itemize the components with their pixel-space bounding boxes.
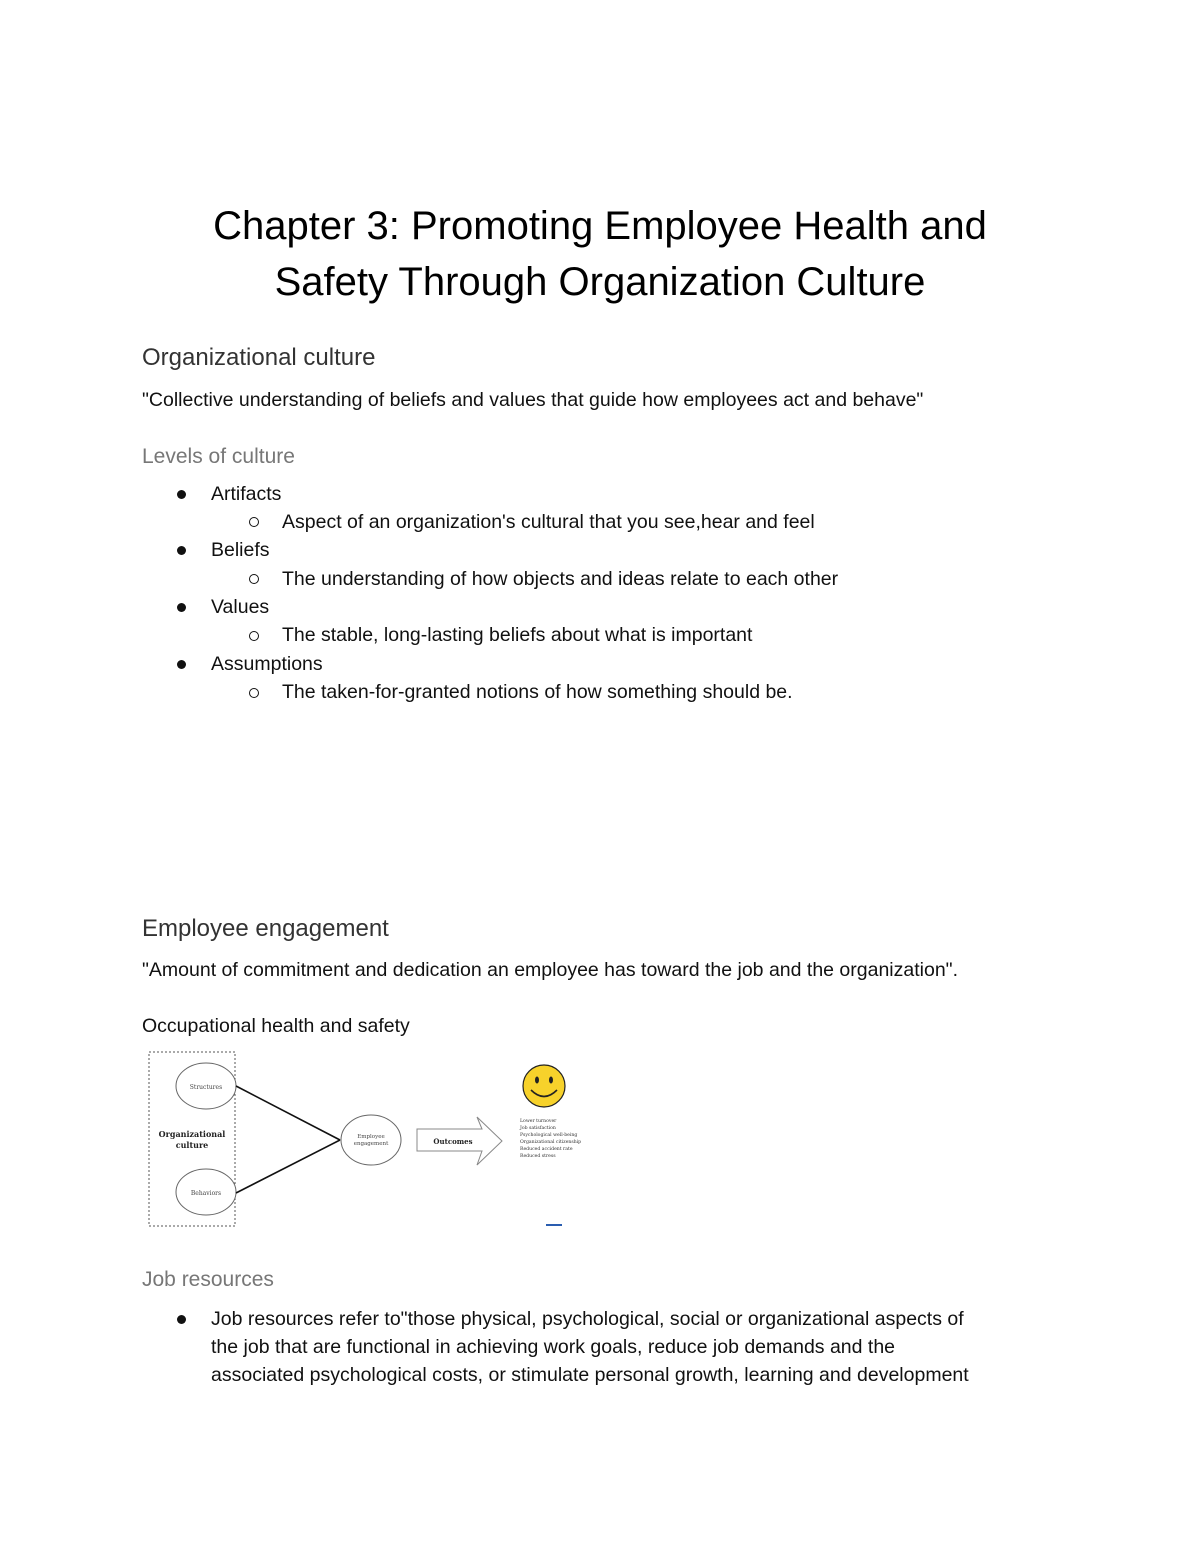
page-title-line-2: Safety Through Organization Culture: [274, 260, 926, 304]
job-resources-text-line-1: Job resources refer to"those physical, psychological, social or organizational aspects of: [211, 1308, 964, 1330]
blue-mark: [546, 1224, 562, 1226]
outcome-item: Organizational citizenship: [520, 1140, 582, 1145]
sub-bullet-icon: [249, 688, 259, 698]
level-beliefs-label: Beliefs: [211, 539, 270, 561]
organizational-culture-heading: Organizational culture: [142, 344, 376, 371]
behaviors-node-label: Behaviors: [190, 1190, 222, 1197]
outcome-item: Job satisfaction: [520, 1126, 556, 1131]
level-beliefs-detail: The understanding of how objects and ideas relate to each other: [282, 568, 839, 590]
levels-of-culture-heading: Levels of culture: [142, 445, 295, 468]
culture-label-line-1: Organizational: [158, 1129, 226, 1139]
employee-engagement-heading: Employee engagement: [142, 915, 389, 942]
level-artifacts-label: Artifacts: [211, 483, 282, 505]
sub-bullet-icon: [249, 574, 259, 584]
sub-bullet-icon: [249, 631, 259, 641]
engagement-node: [341, 1115, 401, 1165]
bullet-icon: [177, 1315, 186, 1324]
structures-node-label: Structures: [189, 1084, 223, 1091]
job-resources-heading: Job resources: [142, 1268, 274, 1291]
smiley-face-icon: [523, 1065, 565, 1107]
level-assumptions-label: Assumptions: [211, 653, 323, 675]
job-resources-text-line-3: associated psychological costs, or stimulate personal growth, learning and development: [211, 1364, 969, 1386]
occupational-health-heading: Occupational health and safety: [142, 1015, 410, 1037]
outcome-item: Psychological well-being: [520, 1133, 578, 1138]
bullet-icon: [177, 546, 186, 555]
outcome-item: Lower turnover: [520, 1119, 557, 1124]
outcome-item: Reduced accident rate: [520, 1147, 573, 1152]
level-artifacts-detail: Aspect of an organization's cultural that you see,hear and feel: [282, 511, 815, 533]
outcomes-arrow-label: Outcomes: [433, 1137, 473, 1146]
engagement-diagram: [146, 1045, 613, 1229]
employee-engagement-definition: "Amount of commitment and dedication an employee has toward the job and the organization".: [142, 959, 959, 981]
job-resources-text-line-2: the job that are functional in achieving work goals, reduce job demands and the: [211, 1336, 896, 1358]
sub-bullet-icon: [249, 517, 259, 527]
engagement-node-label-2: engagement: [353, 1141, 389, 1147]
engagement-node-label-1: Employee: [357, 1134, 385, 1140]
culture-label-line-2: culture: [175, 1140, 209, 1150]
bullet-icon: [177, 660, 186, 669]
level-assumptions-detail: The taken-for-granted notions of how something should be.: [282, 681, 793, 703]
level-values-detail: The stable, long-lasting beliefs about what is important: [282, 624, 753, 646]
level-values-label: Values: [211, 596, 270, 618]
page-title-line-1: Chapter 3: Promoting Employee Health and: [213, 204, 987, 248]
bullet-icon: [177, 490, 186, 499]
outcome-item: Reduced stress: [520, 1154, 556, 1159]
organizational-culture-definition: "Collective understanding of beliefs and values that guide how employees act and behave": [142, 389, 924, 411]
bullet-icon: [177, 603, 186, 612]
